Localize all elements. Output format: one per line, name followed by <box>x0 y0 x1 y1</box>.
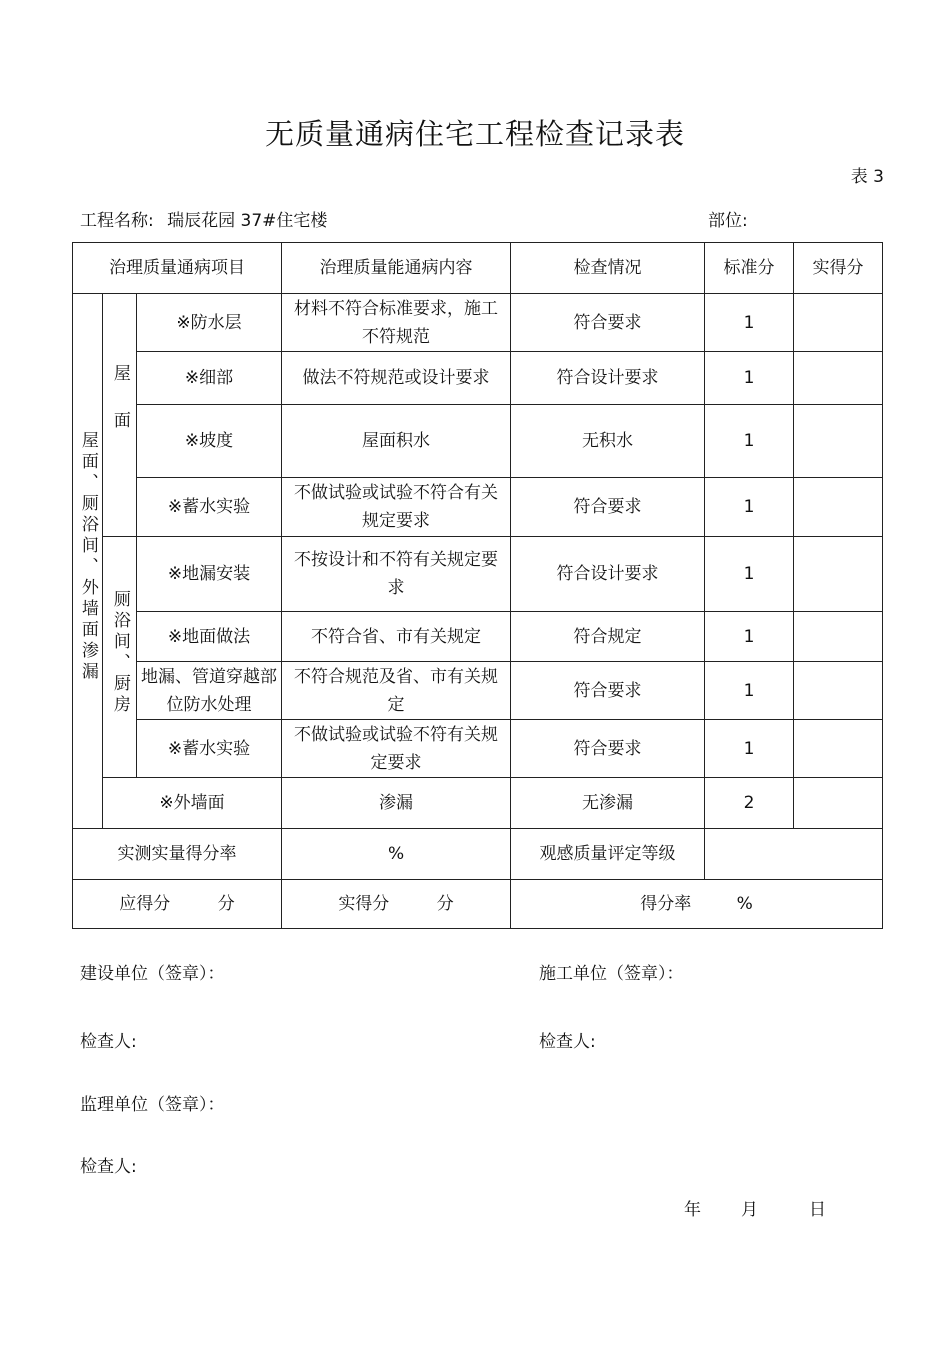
row-status: 符合要求 <box>511 294 705 352</box>
row-content: 不符合规范及省、市有关规定 <box>282 662 511 720</box>
row-item: ※防水层 <box>137 294 282 352</box>
header-content: 治理质量能通病内容 <box>282 243 511 294</box>
row-score: 1 <box>705 478 794 537</box>
header-standard: 标准分 <box>705 243 794 294</box>
row-content: 渗漏 <box>282 778 511 829</box>
grade-value[interactable] <box>705 829 883 880</box>
table-row <box>73 662 883 720</box>
pct-cell[interactable] <box>511 880 883 929</box>
row-actual[interactable] <box>794 352 883 405</box>
row-status: 符合要求 <box>511 662 705 720</box>
header-item: 治理质量通病项目 <box>73 243 282 294</box>
table-row <box>73 778 883 829</box>
row-actual[interactable] <box>794 405 883 478</box>
owner-signature: 建设单位（签章）： <box>80 964 225 984</box>
row-actual[interactable] <box>794 478 883 537</box>
row-actual[interactable] <box>794 778 883 829</box>
pct-unit: % <box>736 894 753 914</box>
inspector-1: 检查人: <box>80 1032 137 1052</box>
row-score: 1 <box>705 720 794 778</box>
row-item: ※蓄水实验 <box>137 478 282 537</box>
should-unit: 分 <box>217 894 235 914</box>
table-row <box>73 478 883 537</box>
table-row <box>73 720 883 778</box>
sub-bath-cell <box>103 537 137 778</box>
row-content: 材料不符合标准要求，施工不符规范 <box>282 294 511 352</box>
project-name: 瑞辰花园 37#住宅楼 <box>167 211 328 231</box>
row-score: 1 <box>705 352 794 405</box>
date-year: 年 <box>684 1200 701 1220</box>
row-actual[interactable] <box>794 720 883 778</box>
row-content: 不做试验或试验不符有关规定要求 <box>282 720 511 778</box>
row-status: 符合要求 <box>511 478 705 537</box>
date-month: 月 <box>741 1200 758 1220</box>
supervisor-signature: 监理单位（签章）： <box>80 1095 225 1115</box>
grade-label: 观感质量评定等级 <box>511 829 705 880</box>
row-content: 做法不符规范或设计要求 <box>282 352 511 405</box>
table-row <box>73 352 883 405</box>
row-status: 符合规定 <box>511 612 705 662</box>
row-score: 1 <box>705 405 794 478</box>
category-main-cell <box>73 294 103 829</box>
row-item: ※坡度 <box>137 405 282 478</box>
row-actual[interactable] <box>794 662 883 720</box>
summary-row-rate <box>73 829 883 880</box>
row-status: 符合设计要求 <box>511 537 705 612</box>
inspector-2: 检查人: <box>539 1032 596 1052</box>
row-status: 无渗漏 <box>511 778 705 829</box>
got-score-cell[interactable] <box>282 880 511 929</box>
row-score: 1 <box>705 612 794 662</box>
header-actual: 实得分 <box>794 243 883 294</box>
location-label: 部位: <box>708 211 748 231</box>
row-item: ※蓄水实验 <box>137 720 282 778</box>
rate-label: 实测实量得分率 <box>73 829 282 880</box>
row-content: 不按设计和不符有关规定要求 <box>282 537 511 612</box>
row-item: ※外墙面 <box>103 778 282 829</box>
sub-roof: 屋面 <box>109 363 130 458</box>
row-content: 不做试验或试验不符合有关规定要求 <box>282 478 511 537</box>
row-actual[interactable] <box>794 537 883 612</box>
got-label: 实得分 <box>338 894 390 914</box>
row-score: 1 <box>705 537 794 612</box>
row-score: 1 <box>705 294 794 352</box>
row-item: ※地漏安装 <box>137 537 282 612</box>
should-score-cell[interactable] <box>73 880 282 929</box>
row-score: 1 <box>705 662 794 720</box>
page-title: 无质量通病住宅工程检查记录表 <box>264 117 685 151</box>
row-status: 符合要求 <box>511 720 705 778</box>
rate-value[interactable]: % <box>282 829 511 880</box>
project-label: 工程名称: <box>80 211 154 231</box>
row-score: 2 <box>705 778 794 829</box>
row-item: ※细部 <box>137 352 282 405</box>
row-content: 屋面积水 <box>282 405 511 478</box>
builder-signature: 施工单位（签章）： <box>539 964 684 984</box>
row-actual[interactable] <box>794 294 883 352</box>
should-label: 应得分 <box>119 894 171 914</box>
table-number: 表 3 <box>850 167 884 187</box>
sub-bath: 厕浴间、厨房 <box>109 589 130 716</box>
table-row <box>73 537 883 612</box>
header-row <box>73 243 883 294</box>
row-content: 不符合省、市有关规定 <box>282 612 511 662</box>
row-status: 符合设计要求 <box>511 352 705 405</box>
got-unit: 分 <box>436 894 454 914</box>
inspector-3: 检查人: <box>80 1157 137 1177</box>
table-row <box>73 405 883 478</box>
table-row <box>73 294 883 352</box>
category-main: 屋面、厕浴间、外墙面渗漏 <box>77 430 98 683</box>
pct-label: 得分率 <box>640 894 692 914</box>
project-info <box>80 206 327 231</box>
row-actual[interactable] <box>794 612 883 662</box>
row-status: 无积水 <box>511 405 705 478</box>
table-row <box>73 612 883 662</box>
summary-row-score <box>73 880 883 929</box>
date-day: 日 <box>809 1200 826 1220</box>
sub-roof-cell <box>103 294 137 537</box>
row-item: 地漏、管道穿越部位防水处理 <box>137 662 282 720</box>
row-item: ※地面做法 <box>137 612 282 662</box>
inspection-table <box>72 242 883 929</box>
header-status: 检查情况 <box>511 243 705 294</box>
